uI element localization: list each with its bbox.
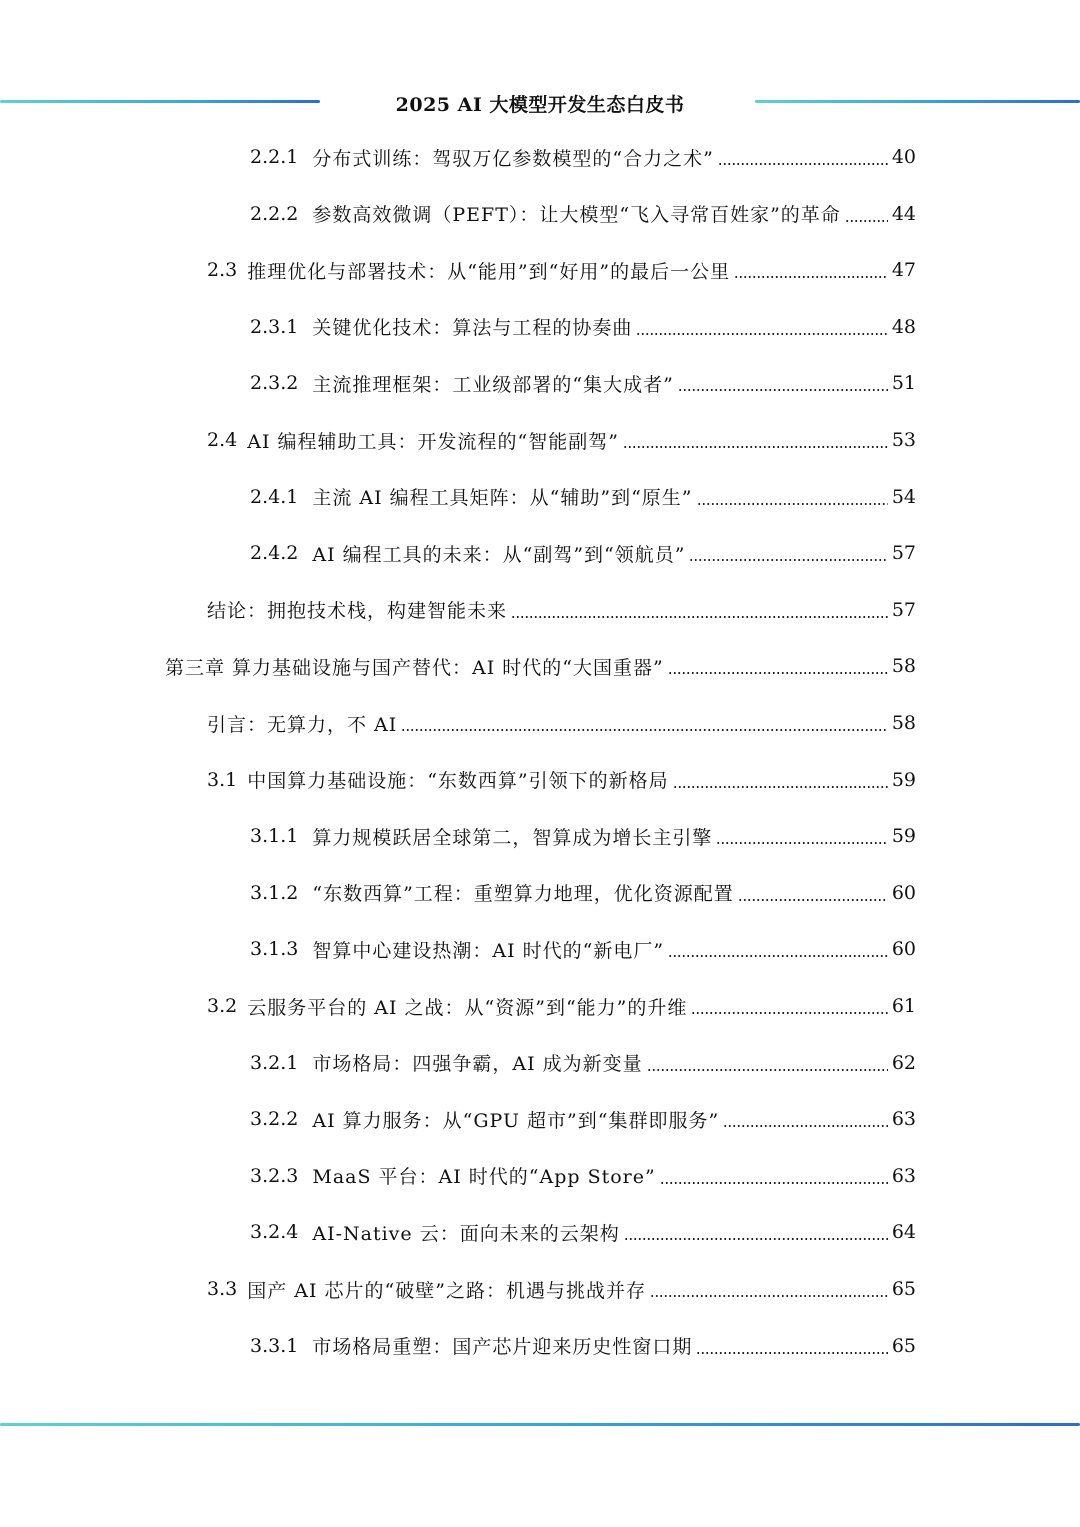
toc-dot-leader xyxy=(623,446,888,448)
toc-dot-leader xyxy=(668,955,888,957)
toc-entry-number: 2.4.2 xyxy=(250,542,299,565)
toc-entry[interactable] xyxy=(250,819,916,853)
toc-entry-title: 算力规模跃居全球第二，智算成为增长主引擎 xyxy=(312,826,713,849)
toc-entry-number: 3.3.1 xyxy=(250,1334,299,1357)
footer-rule xyxy=(0,1423,1080,1426)
toc-entry-title: AI 算力服务：从“GPU 超市”到“集群即服务” xyxy=(312,1109,720,1132)
toc-entry-page: 60 xyxy=(891,881,916,904)
toc-entry[interactable] xyxy=(250,1329,916,1363)
toc-entry[interactable] xyxy=(250,1046,916,1080)
toc-entry-title: AI 编程工具的未来：从“副驾”到“领航员” xyxy=(312,543,686,566)
toc-entry-title: 推理优化与部署技术：从“能用”到“好用”的最后一公里 xyxy=(247,260,731,283)
toc-entry-title: 中国算力基础设施：“东数西算”引领下的新格局 xyxy=(247,770,669,793)
toc-entry-title: AI 编程辅助工具：开发流程的“智能副驾” xyxy=(247,430,619,453)
toc-dot-leader xyxy=(689,559,887,561)
toc-entry-page: 40 xyxy=(891,146,916,168)
toc-entry[interactable] xyxy=(250,310,916,344)
toc-entry-page: 53 xyxy=(891,429,916,451)
toc-entry-page: 54 xyxy=(891,485,916,508)
toc-entry-title: 主流推理框架：工业级部署的“集大成者” xyxy=(312,373,674,396)
toc-entry-page: 48 xyxy=(891,315,916,338)
toc-entry-page: 44 xyxy=(891,202,916,225)
toc-entry-number: 3.2.4 xyxy=(250,1221,299,1244)
toc-entry-page: 59 xyxy=(891,768,916,791)
toc-dot-leader xyxy=(738,899,888,901)
toc-entry-page: 51 xyxy=(891,372,916,395)
toc-entry-title: 结论：拥抱技术栈，构建智能未来 xyxy=(207,600,508,623)
toc-dot-leader xyxy=(718,163,888,165)
toc-entry-title: “东数西算”工程：重塑算力地理，优化资源配置 xyxy=(312,883,734,906)
toc-entry-title: AI-Native 云：面向未来的云架构 xyxy=(312,1222,620,1245)
toc-dot-leader xyxy=(668,672,888,674)
toc-dot-leader xyxy=(511,616,888,618)
toc-dot-leader xyxy=(650,1295,888,1297)
toc-entry[interactable] xyxy=(207,989,916,1023)
toc-dot-leader xyxy=(691,1012,887,1014)
toc-entry[interactable] xyxy=(207,763,916,797)
toc-entry-title: 参数高效微调（PEFT）：让大模型“飞入寻常百姓家”的革命 xyxy=(312,204,841,227)
toc-entry-page: 65 xyxy=(891,1334,916,1357)
toc-entry-title: 市场格局：四强争霸，AI 成为新变量 xyxy=(312,1053,643,1076)
toc-dot-leader xyxy=(401,729,888,731)
toc-entry-page: 63 xyxy=(891,1108,916,1131)
toc-entry-number: 3.3 xyxy=(207,1278,238,1300)
toc-entry[interactable] xyxy=(165,649,916,683)
toc-entry-title: 关键优化技术：算法与工程的协奏曲 xyxy=(312,317,633,340)
toc-entry-number: 2.3 xyxy=(207,259,238,282)
toc-entry-page: 58 xyxy=(891,655,916,678)
toc-entry-page: 63 xyxy=(891,1164,916,1187)
toc-entry-number: 2.3.1 xyxy=(250,315,299,338)
toc-entry-page: 61 xyxy=(891,995,916,1017)
toc-entry-title: MaaS 平台：AI 时代的“App Store” xyxy=(312,1166,656,1189)
toc-entry-number: 2.3.2 xyxy=(250,372,299,395)
toc-entry[interactable] xyxy=(250,366,916,400)
toc-dot-leader xyxy=(845,220,888,222)
toc-entry-number: 3.1 xyxy=(207,768,238,791)
toc-entry-number: 2.4.1 xyxy=(250,485,299,508)
toc-entry-number: 3.2 xyxy=(207,995,238,1017)
toc-dot-leader xyxy=(624,1238,888,1240)
toc-entry[interactable] xyxy=(250,876,916,910)
toc-entry[interactable] xyxy=(250,1102,916,1136)
toc-entry[interactable] xyxy=(250,1159,916,1193)
toc-entry-page: 65 xyxy=(891,1278,916,1300)
toc-entry[interactable] xyxy=(207,706,916,740)
toc-entry-page: 59 xyxy=(891,825,916,848)
toc-entry-title: 云服务平台的 AI 之战：从“资源”到“能力”的升维 xyxy=(247,996,688,1019)
toc-entry[interactable] xyxy=(207,593,916,627)
toc-dot-leader xyxy=(673,786,888,788)
toc-entry-number: 3.2.1 xyxy=(250,1051,299,1074)
toc-dot-leader xyxy=(697,503,888,505)
toc-entry-page: 57 xyxy=(891,598,916,621)
toc-entry[interactable] xyxy=(250,480,916,514)
toc-entry-page: 57 xyxy=(891,542,916,565)
toc-entry-number: 3.1.2 xyxy=(250,881,299,904)
toc-entry-title: 引言：无算力，不 AI xyxy=(207,713,398,736)
toc-dot-leader xyxy=(716,842,887,844)
toc-entry-title: 主流 AI 编程工具矩阵：从“辅助”到“原生” xyxy=(312,487,693,510)
toc-dot-leader xyxy=(636,333,887,335)
toc-dot-leader xyxy=(647,1069,888,1071)
toc-entry[interactable] xyxy=(207,1272,916,1306)
toc-dot-leader xyxy=(723,1125,888,1127)
toc-entry-number: 3.1.3 xyxy=(250,938,299,961)
toc-entry[interactable] xyxy=(250,932,916,966)
toc-entry-page: 58 xyxy=(891,712,916,734)
toc-entry-page: 64 xyxy=(891,1221,916,1244)
toc-entry[interactable] xyxy=(250,140,916,174)
toc-dot-leader xyxy=(696,1352,887,1354)
toc-entry-page: 60 xyxy=(891,938,916,961)
toc-dot-leader xyxy=(678,389,888,391)
toc-entry-number: 2.4 xyxy=(207,429,238,451)
toc-entry[interactable] xyxy=(250,1215,916,1249)
toc-dot-leader xyxy=(734,276,888,278)
toc-entry-number: 3.2.2 xyxy=(250,1108,299,1131)
toc-entry-title: 分布式训练：驾驭万亿参数模型的“合力之术” xyxy=(312,147,714,170)
toc-entry-title: 国产 AI 芯片的“破壁”之路：机遇与挑战并存 xyxy=(247,1279,646,1302)
page-header-title: 2025 AI 大模型开发生态白皮书 xyxy=(395,94,685,116)
toc-entry-title: 第三章 算力基础设施与国产替代：AI 时代的“大国重器” xyxy=(165,656,664,679)
toc-entry-title: 智算中心建设热潮：AI 时代的“新电厂” xyxy=(312,939,665,962)
toc-entry-number: 3.1.1 xyxy=(250,825,299,848)
toc-entry-page: 62 xyxy=(891,1051,916,1074)
toc-entry-number: 3.2.3 xyxy=(250,1164,299,1187)
toc-entry[interactable] xyxy=(250,536,916,570)
toc-entry[interactable] xyxy=(250,197,916,231)
toc-entry-number: 2.2.1 xyxy=(250,146,299,168)
toc-entry-number: 2.2.2 xyxy=(250,202,299,225)
toc-entry-title: 市场格局重塑：国产芯片迎来历史性窗口期 xyxy=(312,1336,693,1359)
toc-entry-page: 47 xyxy=(891,259,916,282)
toc-entry[interactable] xyxy=(207,253,916,287)
toc-entry[interactable] xyxy=(207,423,916,457)
toc-dot-leader xyxy=(660,1182,888,1184)
